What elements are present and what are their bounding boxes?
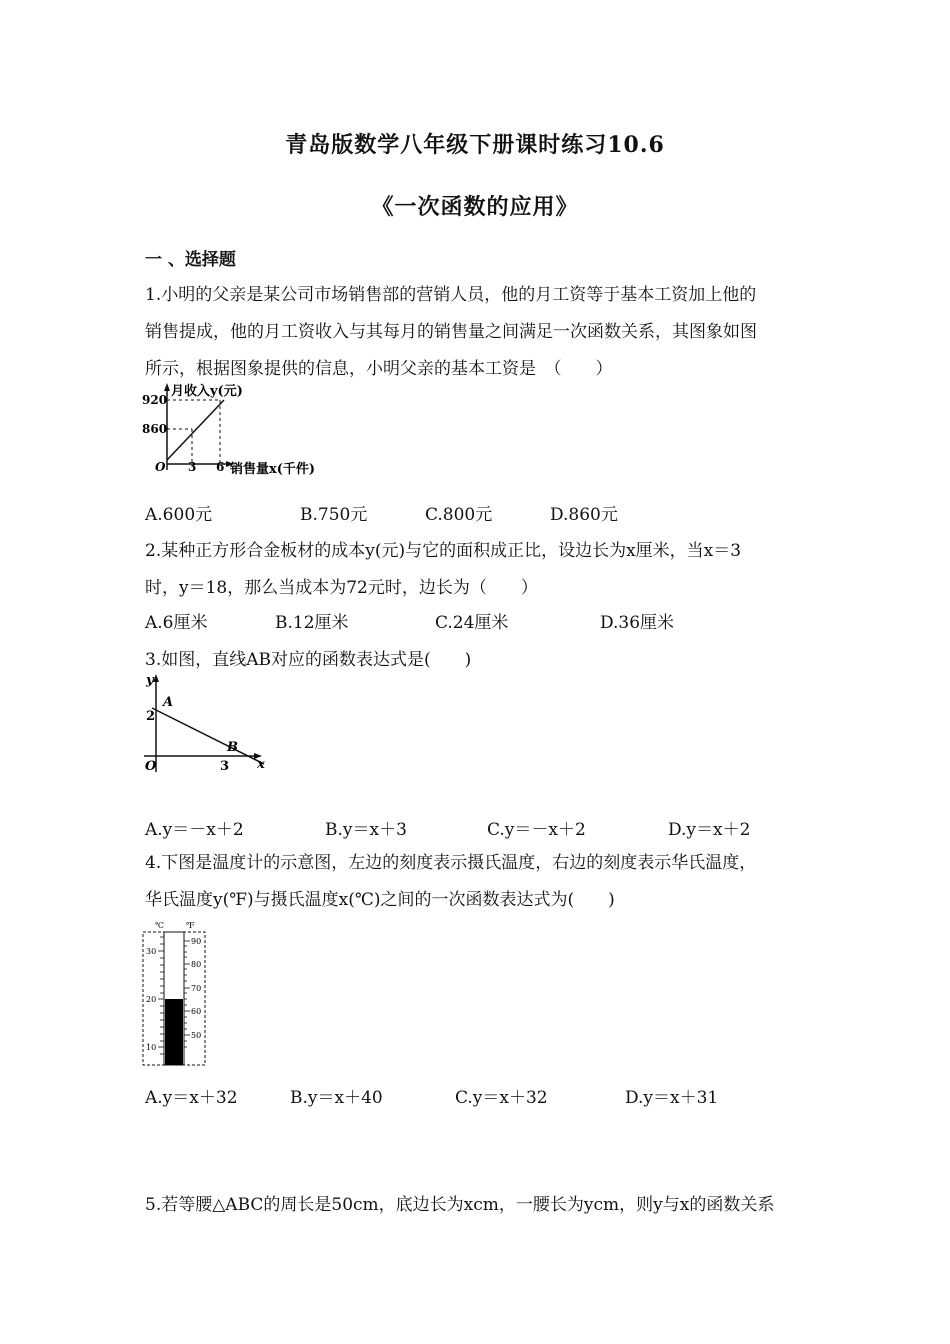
q1-ylabel: 月收入y(元) bbox=[171, 384, 243, 399]
q3-line-1: 3.如图，直线AB对应的函数表达式是( ) bbox=[145, 650, 472, 670]
q3-option-a: A.y＝－x＋2 bbox=[145, 820, 244, 840]
fahrenheit-unit: ℉ bbox=[186, 921, 195, 930]
q3-option-b: B.y＝x＋3 bbox=[325, 820, 407, 840]
q1-option-a: A.600元 bbox=[145, 505, 213, 525]
q4-option-d: D.y＝x＋31 bbox=[625, 1088, 719, 1108]
q3-graph bbox=[140, 672, 275, 778]
q1-origin: O bbox=[155, 460, 166, 474]
thermometer-figure bbox=[140, 917, 210, 1069]
q3-point-a: A bbox=[163, 695, 174, 710]
fahrenheit-60: 60 bbox=[191, 1007, 202, 1016]
q2-option-b: B.12厘米 bbox=[275, 613, 349, 633]
q4-option-a: A.y＝x＋32 bbox=[145, 1088, 238, 1108]
q1-option-c: C.800元 bbox=[425, 505, 493, 525]
fahrenheit-50: 50 bbox=[191, 1031, 202, 1040]
q4-line-2: 华氏温度y(℉)与摄氏温度x(℃)之间的一次函数表达式为( ) bbox=[145, 890, 615, 910]
q2-option-d: D.36厘米 bbox=[600, 613, 675, 633]
q1-option-d: D.860元 bbox=[550, 505, 618, 525]
q1-option-b: B.750元 bbox=[300, 505, 368, 525]
q1-x-tick-6: 6 bbox=[216, 460, 225, 474]
q4-line-1: 4.下图是温度计的示意图，左边的刻度表示摄氏温度，右边的刻度表示华氏温度， bbox=[145, 853, 757, 873]
celsius-20: 20 bbox=[146, 995, 157, 1004]
q2-line-1: 2.某种正方形合金板材的成本y(元)与它的面积成正比，设边长为x厘米，当x＝3 bbox=[145, 541, 742, 561]
celsius-30: 30 bbox=[146, 947, 157, 956]
q3-x-label: x bbox=[257, 757, 265, 772]
q3-origin: O bbox=[145, 759, 157, 774]
q1-x-tick-3: 3 bbox=[188, 460, 197, 474]
q3-y-label: y bbox=[146, 673, 154, 688]
fahrenheit-90: 90 bbox=[191, 937, 202, 946]
q3-x-intercept: 3 bbox=[220, 759, 230, 774]
q1-graph bbox=[140, 382, 340, 478]
q1-line-2: 销售提成，他的月工资收入与其每月的销售量之间满足一次函数关系，其图象如图 bbox=[145, 322, 757, 342]
q2-option-a: A.6厘米 bbox=[145, 613, 208, 633]
q4-option-c: C.y＝x＋32 bbox=[455, 1088, 548, 1108]
celsius-10: 10 bbox=[146, 1043, 157, 1052]
q1-xlabel: 销售量x(千件) bbox=[230, 462, 316, 477]
q4-option-b: B.y＝x＋40 bbox=[290, 1088, 383, 1108]
q2-option-c: C.24厘米 bbox=[435, 613, 509, 633]
q1-y-tick-860: 860 bbox=[142, 422, 168, 436]
celsius-unit: ℃ bbox=[155, 921, 164, 930]
q2-line-2: 时，y＝18，那么当成本为72元时，边长为（ ） bbox=[145, 578, 538, 598]
q1-line-3: 所示，根据图象提供的信息，小明父亲的基本工资是 （ ） bbox=[145, 359, 613, 379]
section-heading: 一 、选择题 bbox=[145, 250, 236, 270]
q1-line-1: 1.小明的父亲是某公司市场销售部的营销人员，他的月工资等于基本工资加上他的 bbox=[145, 285, 757, 305]
q3-option-c: C.y＝－x＋2 bbox=[487, 820, 586, 840]
page-title: 青岛版数学八年级下册课时练习10.6 bbox=[285, 132, 665, 158]
fahrenheit-80: 80 bbox=[191, 960, 202, 969]
q1-y-tick-920: 920 bbox=[142, 393, 168, 407]
fahrenheit-70: 70 bbox=[191, 984, 202, 993]
page-subtitle: 《一次函数的应用》 bbox=[371, 194, 579, 220]
q5-line-1: 5.若等腰△ABC的周长是50cm，底边长为xcm，一腰长为ycm，则y与x的函数关系 bbox=[145, 1195, 775, 1215]
q3-y-intercept: 2 bbox=[146, 709, 156, 724]
q3-option-d: D.y＝x＋2 bbox=[668, 820, 751, 840]
q3-point-b: B bbox=[227, 740, 238, 755]
